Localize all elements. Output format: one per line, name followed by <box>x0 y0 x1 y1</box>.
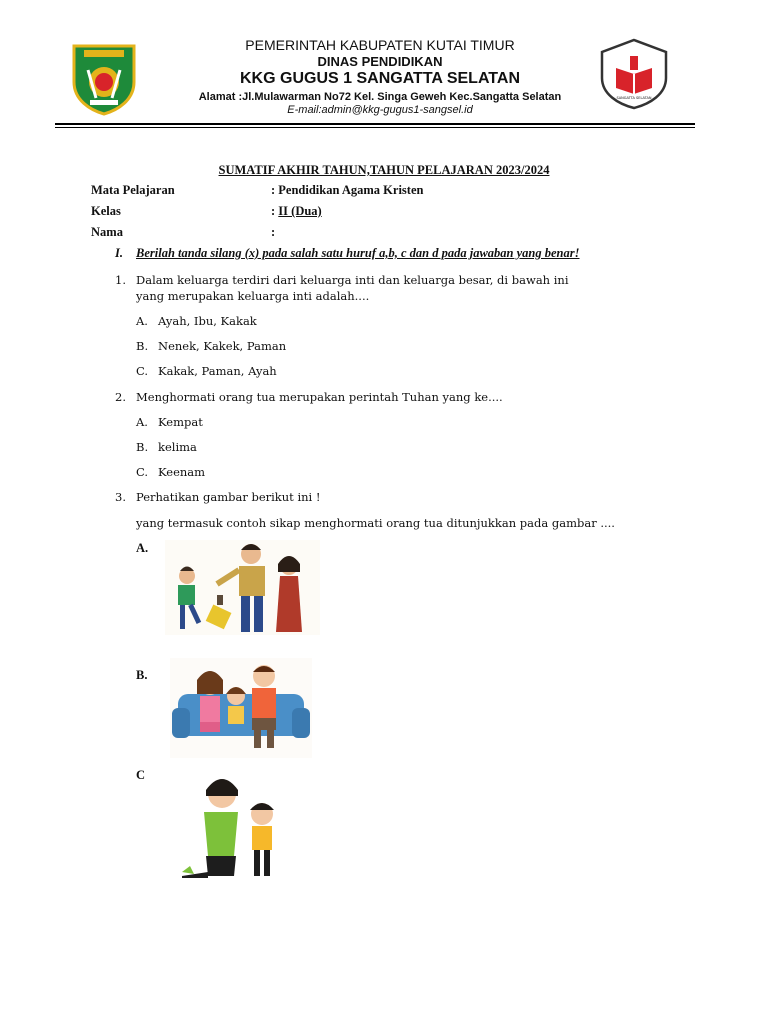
name-value: : <box>271 225 276 239</box>
header-government: PEMERINTAH KABUPATEN KUTAI TIMUR <box>245 37 515 53</box>
header-rule-thin <box>55 127 695 128</box>
header-organization: KKG GUGUS 1 SANGATTA SELATAN <box>240 70 520 87</box>
kkg-logo <box>596 38 672 110</box>
q1-text-line1: Dalam keluarga terdiri dari keluarga inti dan keluarga besar, di bawah ini <box>136 273 569 287</box>
q1-option-a-text: Ayah, Ibu, Kakak <box>158 314 257 328</box>
q2-option-b-text: kelima <box>158 440 197 454</box>
illustration-b-family-sofa <box>170 658 312 758</box>
section-number: I. <box>115 246 123 260</box>
q2-text: Menghormati orang tua merupakan perintah Tuhan yang ke.... <box>136 390 503 404</box>
subject-value: : Pendidikan Agama Kristen <box>271 183 424 197</box>
name-label: Nama <box>91 225 123 239</box>
q3-image-b-label: B. <box>136 668 148 682</box>
q2-option-c-text: Keenam <box>158 465 206 479</box>
class-colon: : <box>271 204 279 218</box>
q1-option-b-text: Nenek, Kakek, Paman <box>158 339 287 353</box>
header-department: DINAS PENDIDIKAN <box>317 54 443 69</box>
header-email: E-mail:admin@kkg-gugus1-sangsel.id <box>287 104 473 116</box>
q3-image-a-label: A. <box>136 541 149 555</box>
header-rule-thick <box>55 123 695 125</box>
subject-label: Mata Pelajaran <box>91 183 175 197</box>
q3-subtext: yang termasuk contoh sikap menghormati orang tua ditunjukkan pada gambar .... <box>136 516 615 530</box>
class-value: II (Dua) <box>278 204 322 218</box>
section-text: Berilah tanda silang (x) pada salah satu huruf a,b, c dan d pada jawaban yang benar! <box>136 246 580 260</box>
kutai-timur-logo <box>66 42 142 116</box>
q1-option-b-letter: B. <box>136 339 149 353</box>
q2-option-a-letter: A. <box>136 415 148 429</box>
illustration-c-parent-child <box>178 772 288 884</box>
q1-text-line2: yang merupakan keluarga inti adalah.... <box>136 289 370 303</box>
q2-option-a-text: Kempat <box>158 415 203 429</box>
header-address: Alamat :Jl.Mulawarman No72 Kel. Singa Geweh Kec.Sangatta Selatan <box>198 91 562 103</box>
q3-image-c-label: C <box>136 768 146 782</box>
section-instruction <box>115 246 580 261</box>
q2-number: 2. <box>115 390 126 404</box>
q2-option-c-letter: C. <box>136 465 149 479</box>
q2-option-b-letter: B. <box>136 440 149 454</box>
class-field <box>271 204 322 219</box>
q1-option-c-text: Kakak, Paman, Ayah <box>158 364 277 378</box>
q3-text: Perhatikan gambar berikut ini ! <box>136 490 321 504</box>
q1-option-c-letter: C. <box>136 364 149 378</box>
q1-option-a-letter: A. <box>136 314 148 328</box>
q3-number: 3. <box>115 490 126 504</box>
class-label: Kelas <box>91 204 121 218</box>
kkg-logo-caption: SANGATTA SELATAN <box>616 96 652 100</box>
document-title: SUMATIF AKHIR TAHUN,TAHUN PELAJARAN 2023/2024 <box>218 163 550 177</box>
q1-number: 1. <box>115 273 126 287</box>
illustration-a-scolding <box>165 540 320 635</box>
